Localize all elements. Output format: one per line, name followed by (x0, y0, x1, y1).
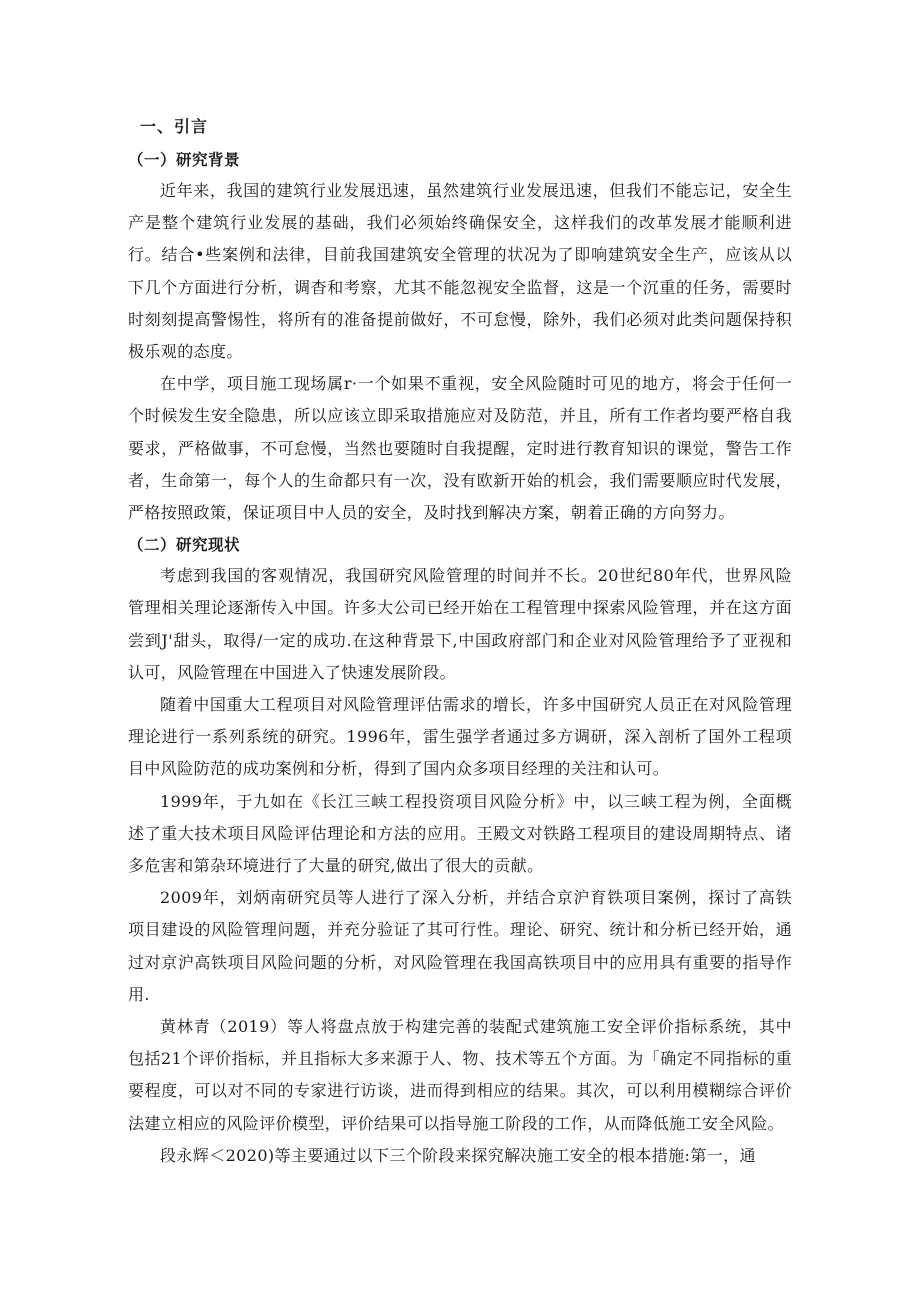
paragraph-status-6: 段永辉＜2020)等主要通过以下三个阶段来探究解决施工安全的根本措施:第一，通 (160, 1145, 756, 1165)
subsection-heading-background: （一）研究背景 (128, 150, 241, 169)
subsection-heading-status: （二）研究现状 (128, 535, 241, 555)
paragraph-status-1: 考虑到我国的客观情况，我国研究风险管理的时间并不长。20世纪80年代，世界风险管理相关理论逐渐传入中国。许多大公司已经开始在工程管理中探索风险管理，并在这方面尝到J'甜头，取得/一定的成功.在这种背景下,中国政府部门和企业对风险管理给予了亚视和认可，风险管理在中国进入了快速发展阶段。 (128, 566, 792, 682)
paragraph-status-5: 黄林青（2019）等人将盘点放于构建完善的装配式建筑施工安全评价指标系统，其中包括21个评价指标，并且指标大多来源于人、物、技术等五个方面。为「确定不同指标的重要程度，可以对不同的专家进行访谈，进而得到相应的结果。其次，可以利用模糊综合评价法建立相应的风险评价模型，评价结果可以指导施工阶段的工作，从而降低施工安全风险。 (128, 1017, 792, 1133)
document-body (128, 110, 792, 1172)
paragraph-background-2: 在中学，项目施工现场属r·一个如果不重视，安全风险随时可见的地方，将会于任何一个时候发生安全隐患，所以应该立即采取措施应对及防范，并且，所有工作者均要严格自我要求，严格做事，不可怠慢，当然也要随时自我提醒，定时进行教育知识的课觉，警告工作者，生命第一，每个人的生命都只有一次，没有欧新开始的机会，我们需要顺应时代发展，严格按照政策，保证项目中人员的安全，及时找到解决方案，朝着正确的方向努力。 (128, 374, 792, 523)
paragraph-background-1: 近年来，我国的建筑行业发展迅速，虽然建筑行业发展迅速，但我们不能忘记，安全生产是整个建筑行业发展的基础，我们必须始终确保安全，这样我们的改革发展才能顺利进行。结合•些案例和法律，目前我国建筑安全管理的状况为了即响建筑安全生产，应该从以下几个方面进行分析，调杳和考察，尤其不能忽视安全监督，这是一个沉重的任务，需要时时刻刻提高警惕性，将所有的准备提前做好，不可怠慢，除外，我们必须对此类问题保持积极乐观的态度。 (128, 181, 792, 362)
paragraph-status-3: 1999年，于九如在《长江三峡工程投资项目风险分析》中，以三峡工程为例，全面概述了重大技术项目风险评估理论和方法的应用。王殿文对铁路工程项目的建设周期特点、诸多危害和第杂环境进行了大量的研究,做出了很大的贡献。 (128, 791, 792, 876)
paragraph-status-2: 随着中国重大工程项目对风险管理评估需求的增长，许多中国研究人员正在对风险管理理论进行一系列系统的研究。1996年，雷生强学者通过多方调研，深入剖析了国外工程项目中风险防范的成功案例和分析，得到了国内众多项目经理的关注和认可。 (128, 695, 792, 779)
paragraph-status-4: 2009年，刘炳南研究员等人进行了深入分析，并结合京沪育铁项目案例，探讨了高铁项目建设的风险管理问题，并充分验证了其可行性。理论、研究、统计和分析已经开始，通过对京沪高铁项目风险问题的分析，对风险管理在我国高铁项目中的应用具有重要的指导作用. (128, 888, 792, 1004)
section-heading-introduction: 一、引言 (140, 117, 209, 136)
